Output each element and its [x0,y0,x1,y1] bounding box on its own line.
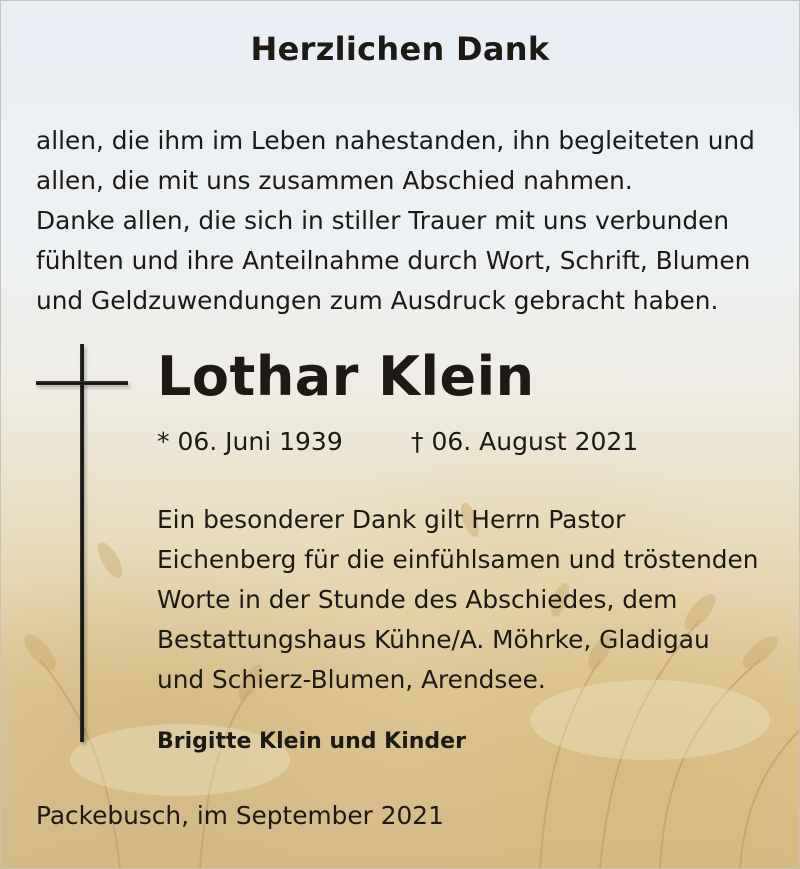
birth-date: * 06. Juni 1939 [157,427,343,456]
heading: Herzlichen Dank [250,30,550,68]
intro-line: und Geldzuwendungen zum Ausdruck gebracht haben. [36,286,719,315]
intro-line: allen, die mit uns zusammen Abschied nahmen. [36,166,633,195]
thanks-line: und Schierz-Blumen, Arendsee. [157,665,546,694]
thanks-line: Eichenberg für die einfühlsamen und tröstenden [157,545,759,574]
intro-line: Danke allen, die sich in stiller Trauer mit uns verbunden [36,206,730,235]
intro-text [36,121,755,321]
thanks-line: Ein besonderer Dank gilt Herrn Pastor [157,505,626,534]
intro-line: fühlten und ihre Anteilnahme durch Wort, Schrift, Blumen [36,246,751,275]
cross-vertical-bar [80,344,84,742]
latin-cross-icon [36,344,128,744]
thanks-line: Bestattungshaus Kühne/A. Möhrke, Gladigau [157,625,710,654]
deceased-name: Lothar Klein [157,345,535,408]
intro-line: allen, die ihm im Leben nahestanden, ihn begleiteten und [36,126,755,155]
death-date: † 06. August 2021 [411,427,639,456]
thanks-line: Worte in der Stunde des Abschiedes, dem [157,585,678,614]
thanks-text [157,500,759,700]
cross-horizontal-bar [36,381,128,385]
signature: Brigitte Klein und Kinder [157,729,466,754]
place-date: Packebusch, im September 2021 [36,801,444,830]
